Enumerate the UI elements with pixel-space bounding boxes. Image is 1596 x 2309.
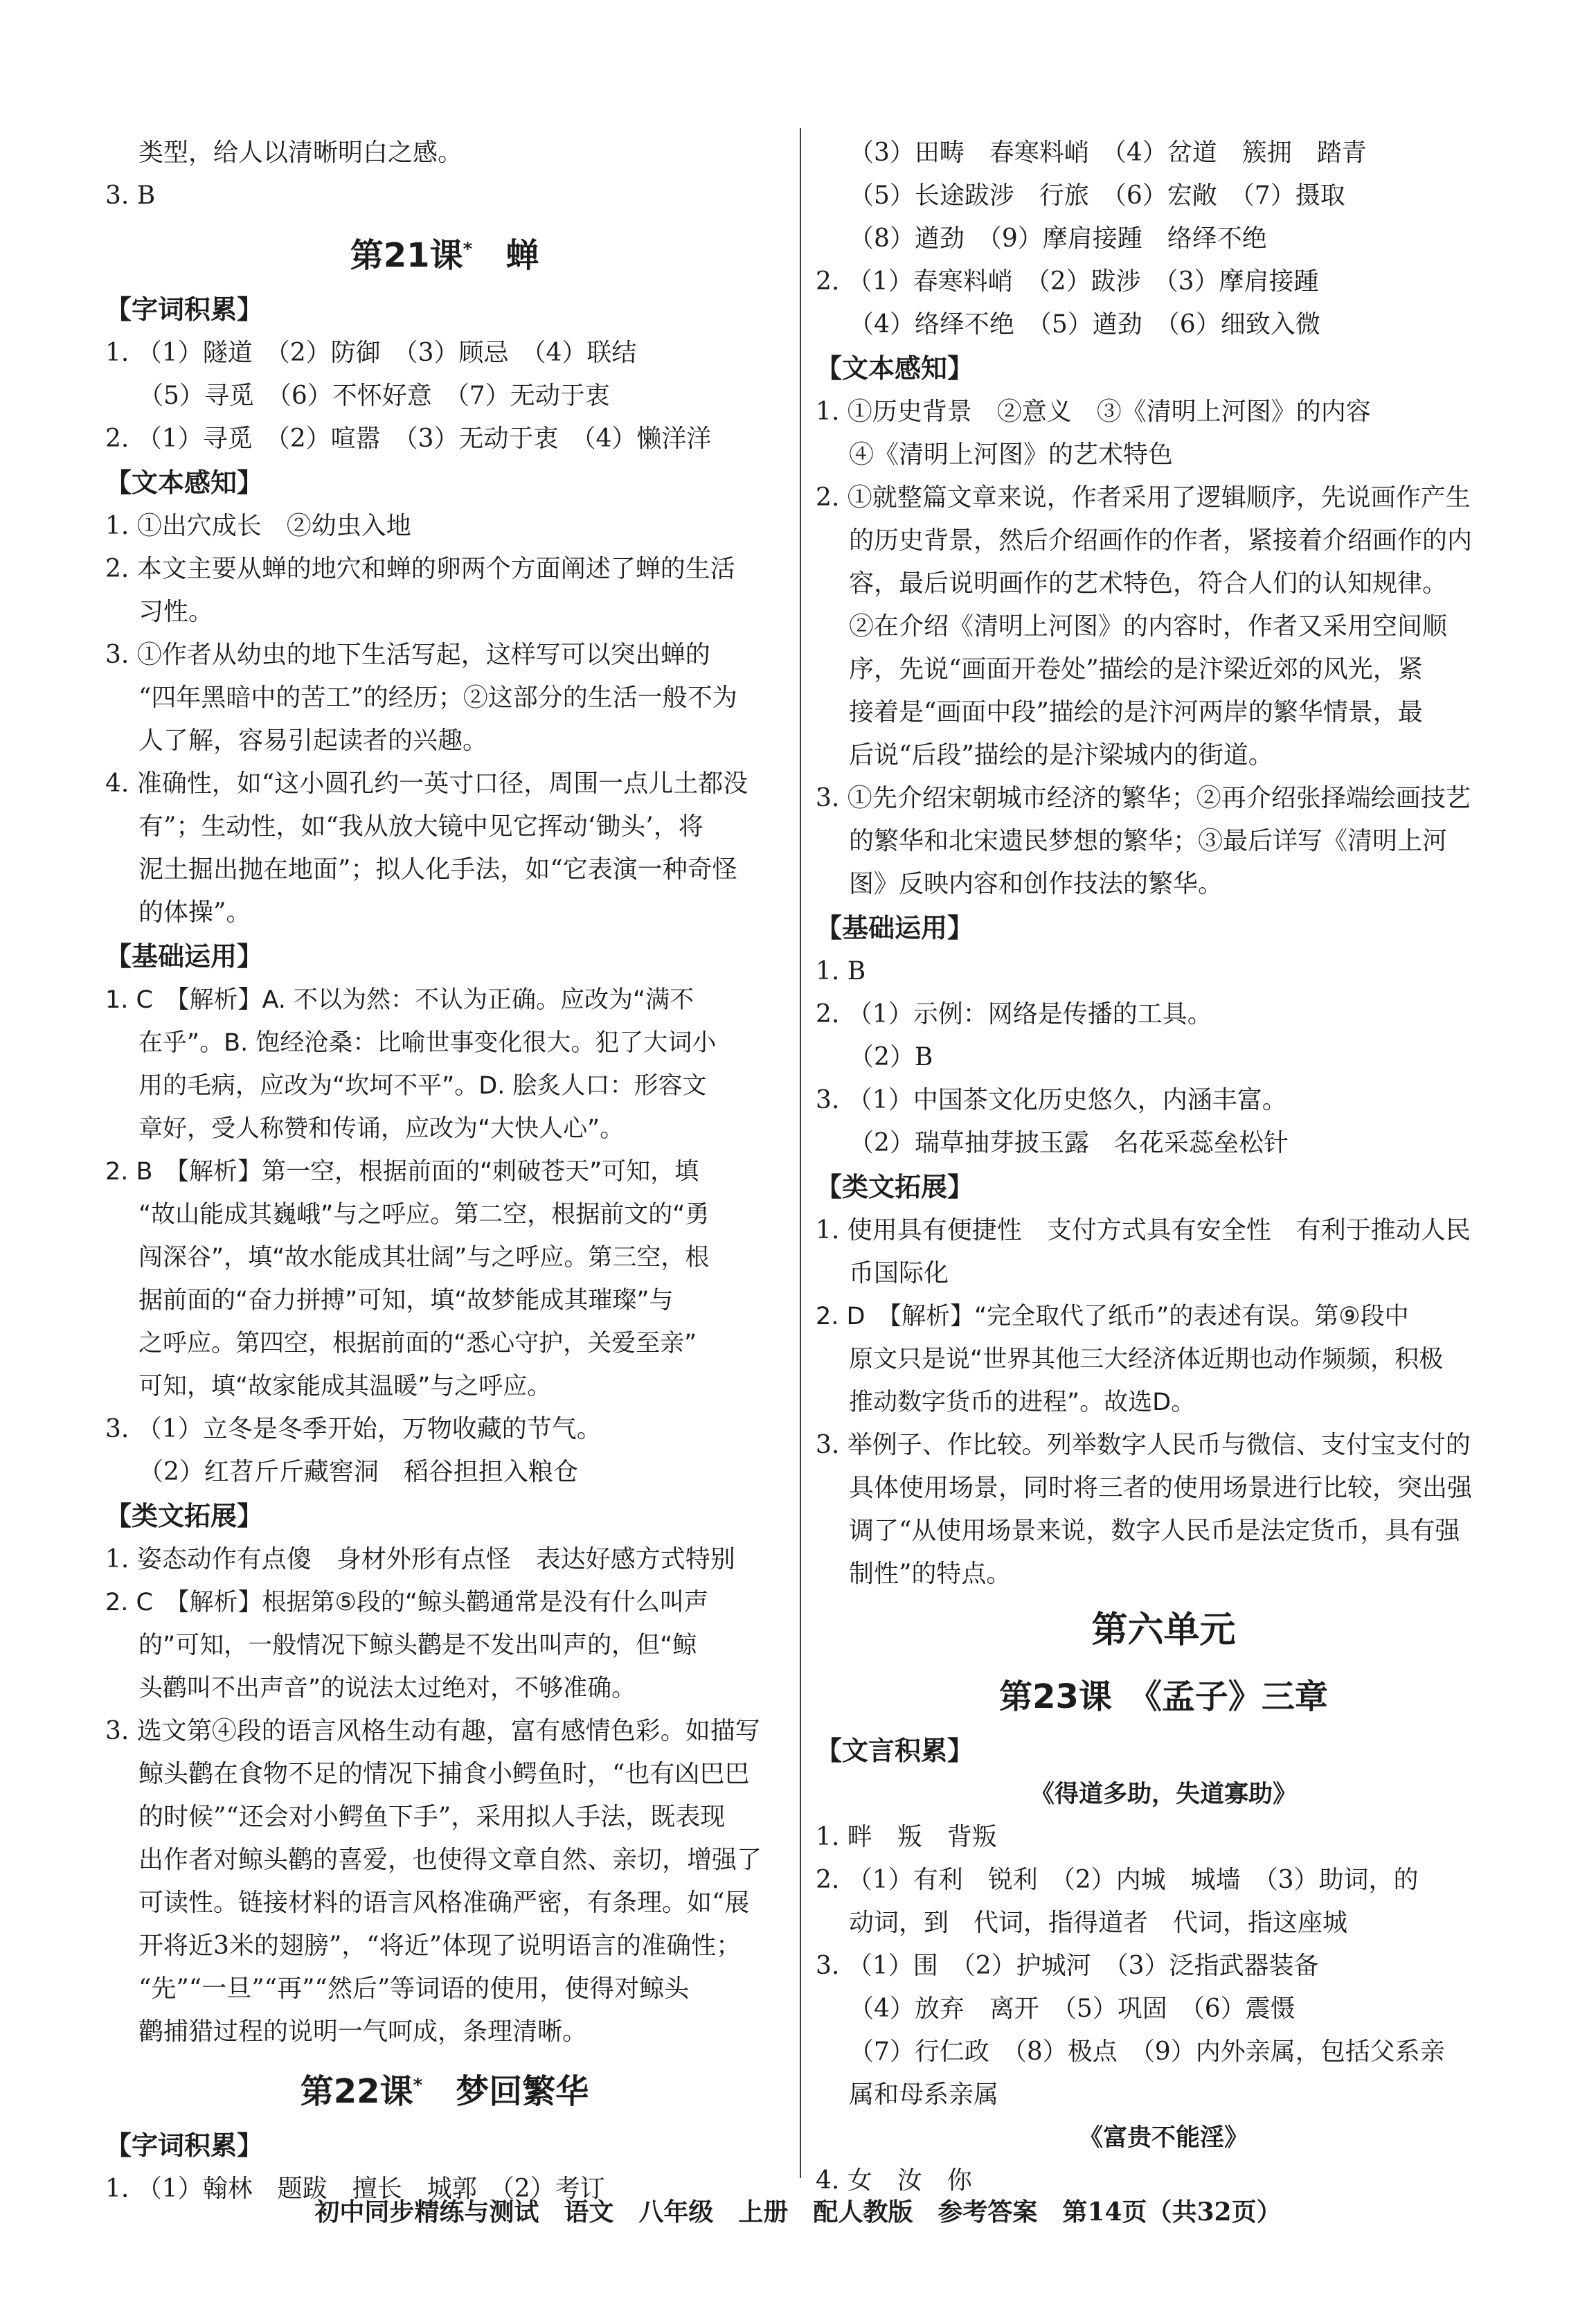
answer-item: 3. ①作者从幼虫的地下生活写起，这样写可以突出蝉的 [105, 641, 710, 669]
answer-item: 3. ①先介绍宋朝城市经济的繁华；②再介绍张择端绘画技艺 [816, 784, 1471, 812]
answer-item: 接着是“画面中段”描绘的是汴河两岸的繁华情景，最 [849, 698, 1423, 726]
lesson-title [816, 1665, 1512, 1729]
lesson-name: 梦回繁华 [456, 2072, 589, 2111]
answer-item: 有”；生动性，如“我从放大镜中见它挥动‘锄头’，将 [138, 812, 703, 841]
answer-item: 人了解，容易引起读者的兴趣。 [138, 726, 488, 755]
answer-item: 3. 选文第④段的语言风格生动有趣，富有感情色彩。如描写 [105, 1717, 760, 1745]
answer-item: 鹳捕猎过程的说明一气呵成，条理清晰。 [138, 2017, 588, 2046]
answer-item: 2. （1）有利 锐利 （2）内城 城墙 （3）助词，的 [816, 1866, 1419, 1894]
answer-item: 的历史背景，然后介绍画作的作者，紧接着介绍画作的内 [849, 526, 1473, 555]
answer-item: 章好，受人称赞和传诵，应改为“大快人心”。 [138, 1115, 625, 1143]
answer-item: 据前面的“奋力拼搏”可知，填“故梦能成其璀璨”与 [138, 1287, 674, 1314]
answer-item: 用的毛病，应改为“坎坷不平”。D. 脍炙人口：形容文 [138, 1072, 707, 1100]
answer-item: 1. C 【解析】A. 不以为然：不认为正确。应改为“满不 [105, 986, 694, 1014]
answer-item: 头鹳叫不出声音”的说法太过绝对，不够准确。 [138, 1675, 636, 1702]
section-heading: 【文本感知】 [105, 467, 264, 498]
subsection-title: 《得道多助，失道寡助》 [1030, 1781, 1297, 1808]
answer-item: ②在介绍《清明上河图》的内容时，作者又采用空间顺 [849, 612, 1448, 641]
answer-item: 1. 畔 叛 背叛 [816, 1823, 997, 1851]
answer-item: （2）瑞草抽芽披玉露 名花采蕊垒松针 [849, 1129, 1289, 1157]
answer-item: 原文只是说“世界其他三大经济体近期也动作频频，积极 [849, 1346, 1444, 1373]
answer-item: 2. ①就整篇文章来说，作者采用了逻辑顺序，先说画作产生 [816, 483, 1471, 512]
answer-item: 1. ①出穴成长 ②幼虫入地 [105, 512, 411, 540]
answer-item: 动词，到 代词，指得道者 代词，指这座城 [849, 1909, 1348, 1937]
lesson-mark: * [463, 239, 473, 260]
lesson-title [105, 2053, 784, 2123]
answer-item: （7）行仁政 （8）极点 （9）内外亲属，包括父系亲 [849, 2038, 1445, 2066]
answer-item: 图》反映内容和创作技法的繁华。 [849, 870, 1223, 898]
section-heading: 【类文拓展】 [816, 1172, 974, 1202]
answer-item: ④《清明上河图》的艺术特色 [849, 440, 1174, 469]
answer-item: 2. 本文主要从蝉的地穴和蝉的卵两个方面阐述了蝉的生活 [105, 555, 735, 583]
answer-item: 4. 准确性，如“这小圆孔约一英寸口径，周围一点儿土都没 [105, 769, 748, 798]
subsection-title: 《富贵不能淫》 [1078, 2124, 1248, 2152]
answer-item: （3）田畴 春寒料峭 （4）岔道 簇拥 踏青 [849, 139, 1367, 167]
answer-item: 可读性。链接材料的语言风格准确严密，有条理。如“展 [138, 1889, 750, 1917]
section-heading: 【基础运用】 [816, 913, 974, 943]
lesson-title [105, 217, 784, 287]
right-column [816, 132, 1512, 2202]
lesson-name: 《孟子》三章 [1145, 1677, 1328, 1716]
answer-item: 开将近3米的翅膀”，“将近”体现了说明语言的准确性； [138, 1932, 742, 1960]
section-heading: 【文本感知】 [816, 353, 974, 384]
lesson-number: 第23课 [999, 1677, 1112, 1716]
answer-item: 1. B [816, 957, 866, 986]
answer-item: 4. 女 汝 你 [816, 2166, 972, 2195]
lesson-number: 第21课 [350, 236, 463, 275]
answer-item: （2）B [849, 1043, 933, 1071]
answer-item: （8）遒劲 （9）摩肩接踵 络绎不绝 [849, 224, 1267, 253]
unit-title: 第六单元 [1091, 1610, 1236, 1651]
answer-item: 1. ①历史背景 ②意义 ③《清明上河图》的内容 [816, 398, 1371, 426]
answer-item: 的体操”。 [138, 898, 251, 927]
section-heading: 【文言积累】 [816, 1736, 974, 1766]
lesson-mark: * [413, 2075, 423, 2096]
answer-item: 3. （1）中国茶文化历史悠久，内涵丰富。 [816, 1086, 1287, 1114]
answer-item: 2. D 【解析】“完全取代了纸币”的表述有误。第⑨段中 [816, 1303, 1409, 1330]
answer-item: 的时候”“还会对小鳄鱼下手”，采用拟人手法，既表现 [138, 1803, 726, 1831]
answer-item: 属和母系亲属 [849, 2080, 999, 2109]
answer-item: “四年黑暗中的苦工”的经历；②这部分的生活一般不为 [138, 684, 737, 712]
column-divider [800, 128, 801, 2178]
answer-item: 2. C 【解析】根据第⑤段的“鲸头鹳通常是没有什么叫声 [105, 1589, 708, 1616]
section-heading: 【字词积累】 [105, 2130, 264, 2161]
lesson-name: 蝉 [505, 236, 539, 275]
answer-item: 推动数字货币的进程”。故选D。 [849, 1389, 1196, 1416]
answer-item: 2. B 【解析】第一空，根据前面的“刺破苍天”可知，填 [105, 1158, 699, 1186]
answer-item: 后说“后段”描绘的是汴梁城内的街道。 [849, 741, 1273, 769]
answer-item: 出作者对鲸头鹳的喜爱，也使得文章自然、亲切，增强了 [138, 1846, 762, 1874]
answer-item: 之呼应。第四空，根据前面的“悉心守护，关爱至亲” [138, 1330, 697, 1357]
answer-item: 3. 举例子、作比较。列举数字人民币与微信、支付宝支付的 [816, 1431, 1471, 1459]
answer-item: 3. B [105, 181, 156, 210]
answer-item: 可知，填“故家能成其温暖”与之呼应。 [138, 1373, 552, 1400]
answer-item: （2）红苕斤斤藏窖洞 稻谷担担入粮仓 [138, 1458, 578, 1486]
answer-item: 序，先说“画面开卷处”描绘的是汴梁近郊的风光，紧 [849, 655, 1423, 684]
section-heading: 【字词积累】 [105, 294, 264, 325]
answer-item: 3. （1）立冬是冬季开始，万物收藏的节气。 [105, 1415, 602, 1443]
section-heading: 【类文拓展】 [105, 1501, 264, 1531]
answer-item: （5）寻觅 （6）不怀好意 （7）无动于衷 [138, 382, 610, 410]
answer-item: 1. （1）翰林 题跋 擅长 城郭 （2）考订 [105, 2175, 605, 2203]
answer-item: “先”“一旦”“再”“然后”等词语的使用，使得对鲸头 [138, 1974, 690, 2003]
answer-item: 调了“从使用场景来说，数字人民币是法定货币，具有强 [849, 1517, 1460, 1545]
answer-item: 1. （1）隧道 （2）防御 （3）顾忌 （4）联结 [105, 339, 637, 367]
section-heading: 【基础运用】 [105, 941, 264, 972]
answer-item: 在乎”。B. 饱经沧桑：比喻世事变化很大。犯了大词小 [138, 1029, 717, 1057]
answer-item: 制性”的特点。 [849, 1560, 1012, 1588]
answer-item: （4）放弃 离开 （5）巩固 （6）震慑 [849, 1995, 1295, 2023]
answer-item: 习性。 [138, 598, 214, 626]
answer-item: 的繁华和北宋遗民梦想的繁华；③最后详写《清明上河 [849, 827, 1448, 855]
answer-item: （4）络绎不绝 （5）遒劲 （6）细致入微 [849, 310, 1320, 339]
text-line: 类型，给人以清晰明白之感。 [138, 139, 463, 167]
answer-item: 币国际化 [849, 1259, 949, 1287]
answer-item: 2. （1）寻觅 （2）喧嚣 （3）无动于衷 （4）懒洋洋 [105, 425, 712, 453]
lesson-number: 第22课 [300, 2072, 413, 2111]
answer-item: “故山能成其巍峨”与之呼应。第二空，根据前文的“勇 [138, 1201, 710, 1229]
answer-item: 泥土掘出抛在地面”；拟人化手法，如“它表演一种奇怪 [138, 855, 737, 884]
answer-item: 1. 使用具有便捷性 支付方式具有安全性 有利于推动人民 [816, 1216, 1471, 1245]
answer-item: （5）长途跋涉 行旅 （6）宏敞 （7）摄取 [849, 181, 1345, 210]
answer-item: 2. （1）示例：网络是传播的工具。 [816, 1000, 1212, 1028]
answer-item: 1. 姿态动作有点傻 身材外形有点怪 表达好感方式特别 [105, 1545, 735, 1573]
page-footer: 初中同步精练与测试 语文 八年级 上册 配人教版 参考答案 第14页（共32页） [314, 2197, 1282, 2227]
left-column [105, 132, 784, 2211]
answer-item: 闯深谷”，填“故水能成其壮阔”与之呼应。第三空，根 [138, 1244, 710, 1272]
answer-item: 3. （1）围 （2）护城河 （3）泛指武器装备 [816, 1952, 1319, 1980]
answer-item: 具体使用场景，同时将三者的使用场景进行比较，突出强 [849, 1474, 1473, 1502]
answer-item: 容，最后说明画作的艺术特色，符合人们的认知规律。 [849, 569, 1448, 598]
answer-item: 的”可知，一般情况下鲸头鹳是不发出叫声的，但“鲸 [138, 1632, 697, 1659]
answer-item: 2. （1）春寒料峭 （2）跋涉 （3）摩肩接踵 [816, 267, 1319, 296]
answer-item: 鲸头鹳在食物不足的情况下捕食小鳄鱼时，“也有凶巴巴 [138, 1760, 750, 1788]
